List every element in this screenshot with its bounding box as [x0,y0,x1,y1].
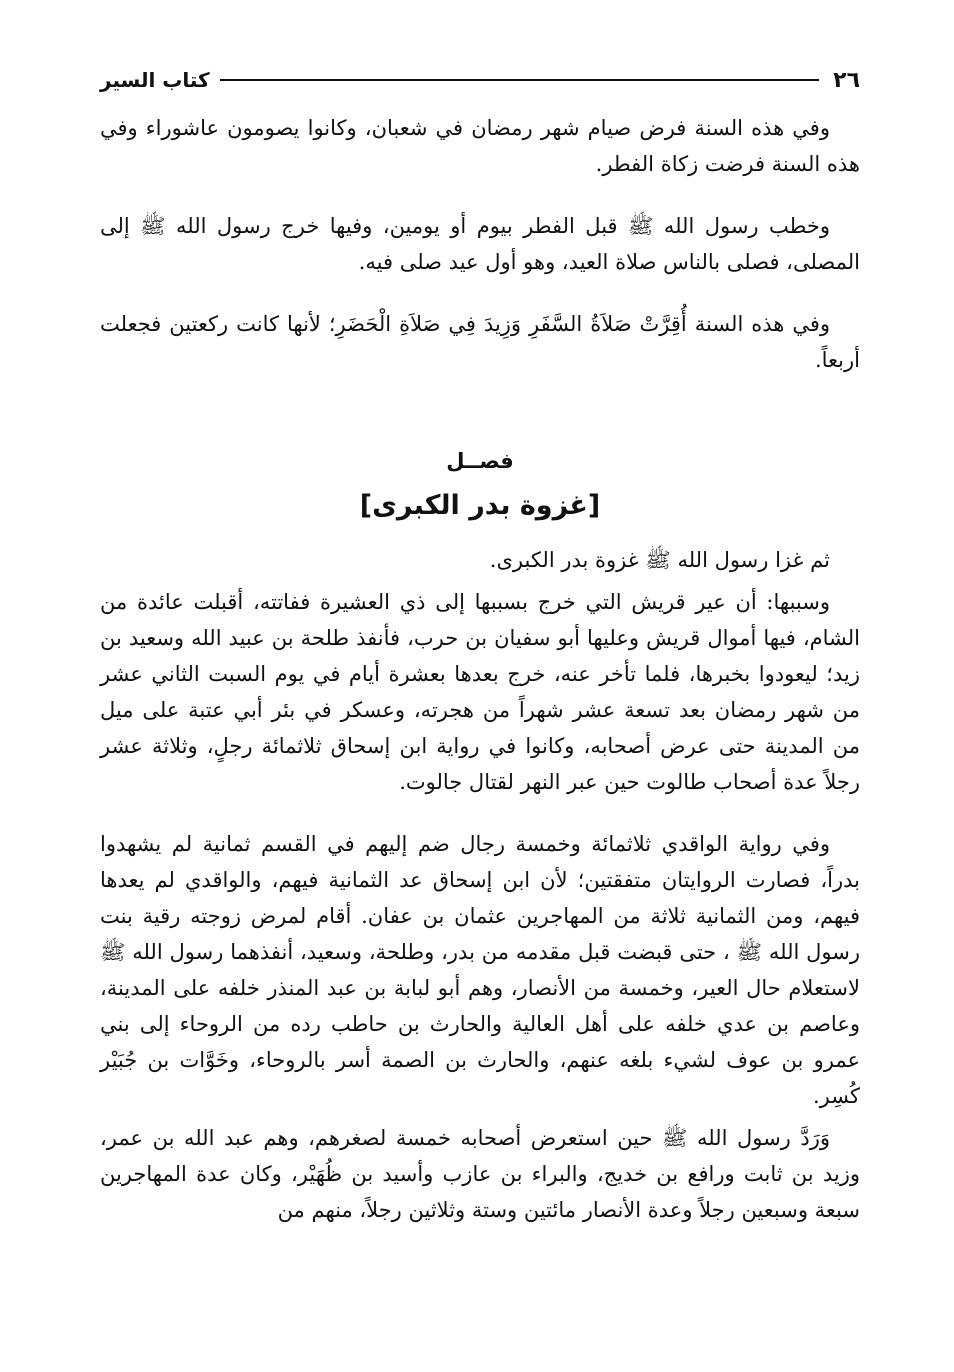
paragraph-waqidi-narration: وفي رواية الواقدي ثلاثمائة وخمسة رجال ضم إليهم في القسم ثمانية لم يشهدوا بدراً، فصارت الروايتان متفقتين؛ لأن ابن إسحاق عد الثمانية فيهم، والواقدي لم يعدها فيهم، ومن الثمانية ثلاثة من المهاجرين عثمان بن عفان. أقام لمرض زوجته رقية بنت رسول الله ﷺ ، حتى قبضت قبل مقدمه من بدر، وطلحة، وسعيد، أنفذهما رسول الله ﷺ لاستعلام حال العير، وخمسة من الأنصار، وهم أبو لبابة بن عبد المنذر خلفه على المدينة، وعاصم بن عدي خلفه على أهل العالية والحارث بن حاطب رده من الروحاء إلى بني عمرو بن عوف لشيء بلغه عنهم، والحارث بن الصمة أسر بالروحاء، وخَوَّات بن جُبَيْر كُسِر. [100,832,860,1108]
section-title: [غزوة بدر الكبرى] [359,490,601,521]
paragraph-badr-intro: ثم غزا رسول الله ﷺ غزوة بدر الكبرى. [489,548,830,572]
page-header [100,62,860,98]
page-body [100,110,860,1228]
paragraph-badr-cause: وسببها: أن عير قريش التي خرج بسببها إلى ذي العشيرة ففاتته، أقبلت عائدة من الشام، فيها أموال قريش وعليها أبو سفيان بن حرب، فأنفذ طلحة بن عبيد الله وسعيد بن زيد؛ ليعودوا بخبرها، فلما تأخر عنه، خرج بعدها بعشرة أيام في يوم السبت الثاني عشر من شهر رمضان بعد تسعة عشر شهراً من هجرته، وعسكر في بئر أبي عتبة على ميل من المدينة حتى عرض أصحابه، وكانوا في رواية ابن إسحاق ثلاثمائة رجلٍ، وثلاثة عشر رجلاً عدة أصحاب طالوت حين عبر النهر لقتال جالوت. [100,590,860,794]
book-page [100,0,860,1372]
section-label: فصــل [446,449,514,473]
paragraph-eid-prayer: وخطب رسول الله ﷺ قبل الفطر بيوم أو يومين، وفيها خرج رسول الله ﷺ إلى المصلى، فصلى بالناس صلاة العيد، وهو أول عيد صلى فيه. [100,214,860,274]
paragraph-ramadan-fasting: وفي هذه السنة فرض صيام شهر رمضان في شعبان، وكانوا يصومون عاشوراء وفي هذه السنة فرضت زكاة الفطر. [100,116,860,176]
paragraph-travel-prayer: وفي هذه السنة أُقِرَّتْ صَلاَةُ السَّفَرِ وَزِيدَ فِي صَلاَةِ الْحَضَرِ؛ لأنها كانت ركعتين فجعلت أربعاً. [100,312,860,372]
header-rule [220,79,819,81]
running-title: كتاب السير [100,68,210,92]
page-number: ٢٦ [833,67,860,93]
paragraph-rejected-youths: وَرَدَّ رسول الله ﷺ حين استعرض أصحابه خمسة لصغرهم، وهم عبد الله بن عمر، وزيد بن ثابت ورافع بن خديج، والبراء بن عازب وأسيد بن ظُهَيْر، وكان عدة المهاجرين سبعة وسبعين رجلاً وعدة الأنصار مائتين وستة وثلاثين رجلاً، منهم من [100,1126,860,1222]
